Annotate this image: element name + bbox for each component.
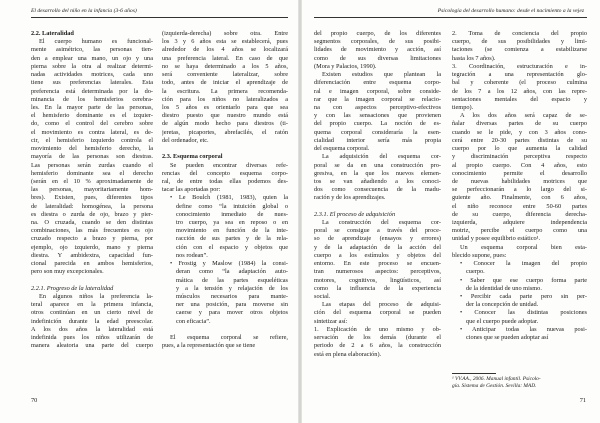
text-line: tos se van añadiendo a los conoci-	[314, 177, 441, 185]
text-line: • Le Boulch (1981, 1983), quien la	[170, 194, 288, 202]
text-line: so de aprendizaje (ensayos y errores)	[314, 235, 441, 243]
text-line: conocimiento inmediato de nues-	[176, 210, 288, 218]
text-line: dos como consecuencia de la madu-	[314, 186, 441, 194]
text-line: movimiento del hemisferio derecho, la	[31, 145, 153, 153]
text-line: cuando se le pide, y con 3 años cono-	[452, 128, 587, 136]
text-line: pero son muy excepcionales.	[31, 268, 104, 276]
text-line: A los dos años será capaz de se-	[460, 112, 587, 120]
text-line: de los 7 a los 12 años, con las repre-	[452, 87, 587, 95]
text-line: gresiva, en la que los nuevos elemen-	[314, 169, 441, 177]
text-line: periodo de 2 a 6 años, la construcción	[314, 342, 441, 350]
text-line: • Saber que ese cuerpo forma parte	[460, 276, 587, 284]
text-line: ñalar diversas partes de su cuerpo	[452, 120, 587, 128]
text-line: diferenciación entre esquema corpo-	[314, 79, 441, 87]
text-line: Existen estudios que plantean la	[322, 71, 441, 79]
text-line: do, como el control del cerebro sobre	[31, 120, 153, 128]
left-page-number: 70	[31, 397, 38, 404]
text-line: La construcción del esquema cor-	[322, 219, 441, 227]
text-line: 2.2.1. Progreso de la lateralidad	[31, 284, 114, 292]
text-line: alrededor de los 4 años se localizará	[162, 46, 288, 54]
text-line: que el cuerpo puede adoptar.	[466, 317, 539, 325]
text-line: y con las sensaciones que provienen	[314, 112, 441, 120]
text-line: las personas, mayoritariamente hom-	[31, 186, 153, 194]
text-line: del propio cuerpo, de los diferentes	[314, 30, 441, 37]
text-line: tiempo).	[452, 103, 474, 111]
text-line	[162, 326, 288, 334]
text-line: el movimiento es contra lateral, es de-	[31, 128, 153, 136]
text-line	[162, 145, 288, 153]
text-line: Un esquema corporal bien esta-	[460, 243, 587, 251]
text-line: cruzado respecto a brazo y pierna, por	[31, 235, 153, 243]
text-line: tegración a una representación glo-	[452, 71, 587, 79]
text-line: (Mora y Palacios, 1990).	[314, 62, 377, 70]
text-line: deran como “la adaptación auto-	[176, 268, 288, 276]
left-column-1	[31, 30, 153, 351]
text-line: Las etapas del proceso de adquisi-	[322, 301, 441, 309]
text-line: de la identidad de uno mismo.	[466, 284, 542, 292]
text-line: sentaciones mentales del espacio y	[452, 95, 587, 103]
text-line: como de sus diversas limitaciones	[314, 54, 441, 62]
text-line: mente asimétrico, las personas tien-	[31, 46, 153, 54]
text-line: ción del esquema corporal se pueden	[314, 309, 441, 317]
text-line: na con aspectos perceptivo-efectivos	[314, 103, 441, 111]
section-heading: 2.2. Lateralidad	[31, 30, 74, 37]
text-line: Las personas serán zurdas cuando el	[31, 161, 153, 169]
text-line: ración y de los aprendizajes.	[314, 194, 386, 202]
text-line: y a la tensión y relajación de los	[176, 284, 288, 292]
text-line: poral se da en una construcción pro-	[314, 161, 441, 169]
right-header-rule	[314, 17, 587, 18]
text-line: y discriminación perceptiva respecto	[452, 153, 587, 161]
text-line: conocimiento permite el desarrollo	[452, 169, 587, 177]
text-line: la escritura. La primera recomenda-	[162, 87, 288, 95]
text-line: sintetizar así:	[314, 317, 348, 325]
text-line: 3. Coordinación, estructuración e in-	[452, 62, 587, 70]
text-line: • Percibir cada parte pero sin per-	[460, 293, 587, 300]
text-line: lidades de movimiento y acción, así	[314, 46, 441, 54]
text-line: cialidad interior sería más propia	[314, 136, 441, 144]
text-line: • Conocer la imagen del propio	[460, 260, 587, 268]
text-line: otros continúan en un cierto nivel de	[31, 309, 153, 317]
text-line: músculos necesarios para mante-	[176, 293, 288, 300]
text-line: cuerpo a los estímulos y objetos del	[314, 251, 441, 259]
text-line: hemisferio dominante sea el derecho	[31, 169, 153, 177]
text-line: 2.3.1. El proceso de adquisición	[314, 210, 396, 218]
text-line: A los dos años la lateralidad está	[31, 325, 153, 333]
text-line: • Frostig y Maslow (1984) la consi-	[170, 260, 288, 268]
text-line: preferencia está determinada por la do-	[31, 87, 153, 95]
text-line: unidad y posee equilibrio estático¹.	[452, 235, 541, 243]
text-line: • Anticipar todas las nuevas posi-	[460, 325, 587, 333]
text-line: al propio cuerpo. Con 4 años, esto	[452, 161, 587, 169]
text-line: ciones que se pueden adoptar así	[466, 334, 549, 342]
text-line: será conveniente lateralizar, sobre	[162, 71, 288, 79]
text-line: diestra. Y ambidextra, capacidad fun-	[31, 251, 153, 259]
footnote	[452, 376, 587, 390]
text-line: de nuevas habilidades motrices que	[452, 177, 587, 185]
text-line: cuerpo.	[466, 268, 485, 276]
text-line: 1. Explicación de uno mismo y ob-	[314, 325, 441, 333]
text-line: pierna sobre la otra al realizar determi-	[31, 62, 153, 70]
text-line: el niño reconoce entre 50-60 partes	[452, 202, 587, 210]
footnote-line: gía. Sistema de Gestión. Sevilla: MAD.	[452, 382, 537, 389]
text-line: bres). Existen, pues, diferentes tipos	[31, 194, 153, 202]
text-line: den a emplear una mano, un ojo y una	[31, 54, 153, 62]
text-line: minancia de los hemisferios cerebra-	[31, 95, 153, 103]
text-line: cional parecida en ambos hemisferios,	[31, 260, 153, 268]
text-line: les. En la mayor parte de las personas,	[31, 103, 153, 111]
text-line: teral aparece en la primera infancia,	[31, 301, 153, 309]
text-line: cuerpo, de sus posibilidades y limi-	[452, 38, 587, 46]
text-line: indefinición durante la edad preescolar.	[31, 317, 153, 325]
text-line: tran numerosos aspectos: perceptivos,	[314, 268, 441, 276]
text-line	[314, 203, 441, 211]
left-running-head: El desarrollo del niño en la infancia (3-6 años)	[31, 8, 137, 14]
text-line: manera aleatoria una parte del cuerpo	[31, 342, 153, 350]
text-line: nadas actividades motrices, cada uno	[31, 71, 153, 79]
text-line: na. O cruzada, cuando se den distintas	[31, 219, 153, 227]
text-line: guiente año. Finalmente, con 6 años,	[452, 194, 587, 202]
text-line: no se haya determinado a los 5 años,	[162, 62, 288, 70]
text-line: social.	[314, 293, 331, 300]
text-line: de lateralidad: homogénea, la persona	[31, 202, 153, 210]
text-line: Se pueden encontrar diversas refe-	[170, 161, 288, 169]
text-line: del ordenador, etc.	[162, 136, 209, 144]
text-line: blecido supone, pues:	[452, 251, 507, 259]
text-line	[31, 277, 153, 285]
text-line: La adquisición del esquema cor-	[322, 153, 441, 161]
text-line: de su cuerpo, diferencia derecha-	[452, 210, 587, 218]
text-line: diestro puesto que nuestro mundo está	[162, 112, 288, 120]
text-line: rar que la imagen corporal se relacio-	[314, 95, 441, 103]
text-line: El esquema corporal se refiere,	[170, 334, 288, 342]
text-line: ner una posición, para moverse sin	[176, 301, 288, 309]
right-column-2	[452, 30, 587, 342]
text-line: caerse y para mover otros objetos	[176, 309, 288, 317]
text-line: los 5 años es orientarlo para que sea	[162, 103, 288, 111]
text-line: nos rodean”.	[176, 251, 208, 259]
text-line: una preferencia lateral. En caso de que	[162, 54, 288, 62]
text-line: y de la adaptación de la acción del	[314, 243, 441, 251]
text-line: combinaciones, las más frecuentes es ojo	[31, 227, 153, 235]
text-line: motores, cognitivos, lingüísticos, así	[314, 276, 441, 284]
text-line: (izquierda-derecha) sobre otra. Entre	[162, 30, 288, 37]
text-line: cir, el hemisferio izquierdo controla el	[31, 136, 153, 144]
left-column-2	[162, 30, 288, 351]
text-line: tacar las aportadas por:	[162, 186, 221, 194]
right-column-1	[314, 30, 441, 359]
text-line: del propio cuerpo. La noción de es-	[314, 120, 441, 128]
text-line: servación de los demás (durante el	[314, 334, 441, 342]
footnote-line: ¹ VV.AA., 2006. Manual infantil. Psicolo-	[452, 376, 541, 382]
text-line: quema corporal consideraría la esen-	[314, 128, 441, 136]
text-line: El cuerpo humano es funcional-	[39, 38, 153, 46]
text-line: rencias del concepto esquema corpo-	[162, 169, 288, 177]
text-line: ral, de entre todas ellas podemos des-	[162, 177, 288, 185]
text-line: como la influencia de la experiencia	[314, 284, 441, 292]
text-line: define como “la intuición global o	[176, 202, 288, 210]
footnote-rule	[452, 373, 496, 374]
text-line: tiene sus preferencias laterales. Esta	[31, 79, 153, 87]
text-line: poral se consigue a través del proce-	[314, 227, 441, 235]
text-line: mática de las partes esqueléticas	[176, 276, 288, 284]
text-line: está en plena elaboración).	[314, 350, 382, 358]
text-line: der la concepción de unidad.	[466, 301, 539, 309]
text-line: motriz, percibe el cuerpo como una	[452, 227, 587, 235]
text-line: mayoría de las personas son diestras.	[31, 153, 153, 161]
text-line: • Conocer las distintas posiciones	[460, 309, 587, 317]
text-line: jeretas, picaportes, abrefacilés, el ratón	[162, 128, 288, 136]
text-line: ción para los niños no lateralizados a	[162, 95, 288, 103]
text-line: (serán en el 10 % aproximadamente de	[31, 177, 153, 185]
text-line: ción con el espacio y objetos que	[176, 243, 288, 251]
text-line: cerá entre 20-30 partes distintas de su	[452, 136, 587, 144]
text-line: con eficacia”.	[176, 317, 211, 325]
text-line: ral e imagen corporal, sobre conside-	[314, 87, 441, 95]
right-page	[300, 0, 600, 423]
text-line: de algún modo hecho para diestros (ti-	[162, 120, 288, 128]
text-line: se perfeccionarán a lo largo del si-	[452, 186, 587, 194]
text-line: indefinida pues los niños utilizarán de	[31, 334, 153, 342]
left-header-rule	[31, 17, 288, 18]
text-line: ejemplo, ojo izquierdo, mano y pierna	[31, 243, 153, 251]
right-running-head: Psicología del desarrollo humano: desde el nacimiento a la vejez	[437, 8, 584, 14]
text-line: izquierda, adquiere independencia	[452, 219, 587, 227]
text-line: tro cuerpo, ya sea en reposo o en	[176, 219, 288, 227]
text-line: racción de sus partes y de la rela-	[176, 235, 288, 243]
text-line: todo, antes de iniciar el aprendizaje de	[162, 79, 288, 87]
text-line: En algunos niños la preferencia la-	[39, 293, 153, 300]
text-line: cuerpo por lo que aumenta la calidad	[452, 145, 587, 153]
text-line: pues, a la representación que se tiene	[162, 342, 256, 350]
text-line: el hemisferio dominante es el izquier-	[31, 112, 153, 120]
text-line: hasta los 7 años).	[452, 54, 496, 62]
text-line: bal y coherente (el proceso culmina	[452, 79, 587, 87]
text-line: entorno. En este proceso se encuen-	[314, 260, 441, 268]
section-heading: 2.3. Esquema corporal	[162, 153, 223, 161]
text-line: los 3 y 6 años esta se establecerá, pues	[162, 38, 288, 46]
text-line: segmentos corporales, de sus posibi-	[314, 38, 441, 46]
right-page-number: 71	[579, 397, 586, 404]
text-line: 2. Toma de conciencia del propio	[452, 30, 587, 37]
text-line: del esquema corporal.	[314, 145, 370, 153]
text-line: taciones (se comienza a estabilizarse	[452, 46, 587, 54]
text-line: movimiento en función de la inte-	[176, 227, 288, 235]
text-line: es diestra o zurda de ojo, brazo y pier-	[31, 210, 153, 218]
